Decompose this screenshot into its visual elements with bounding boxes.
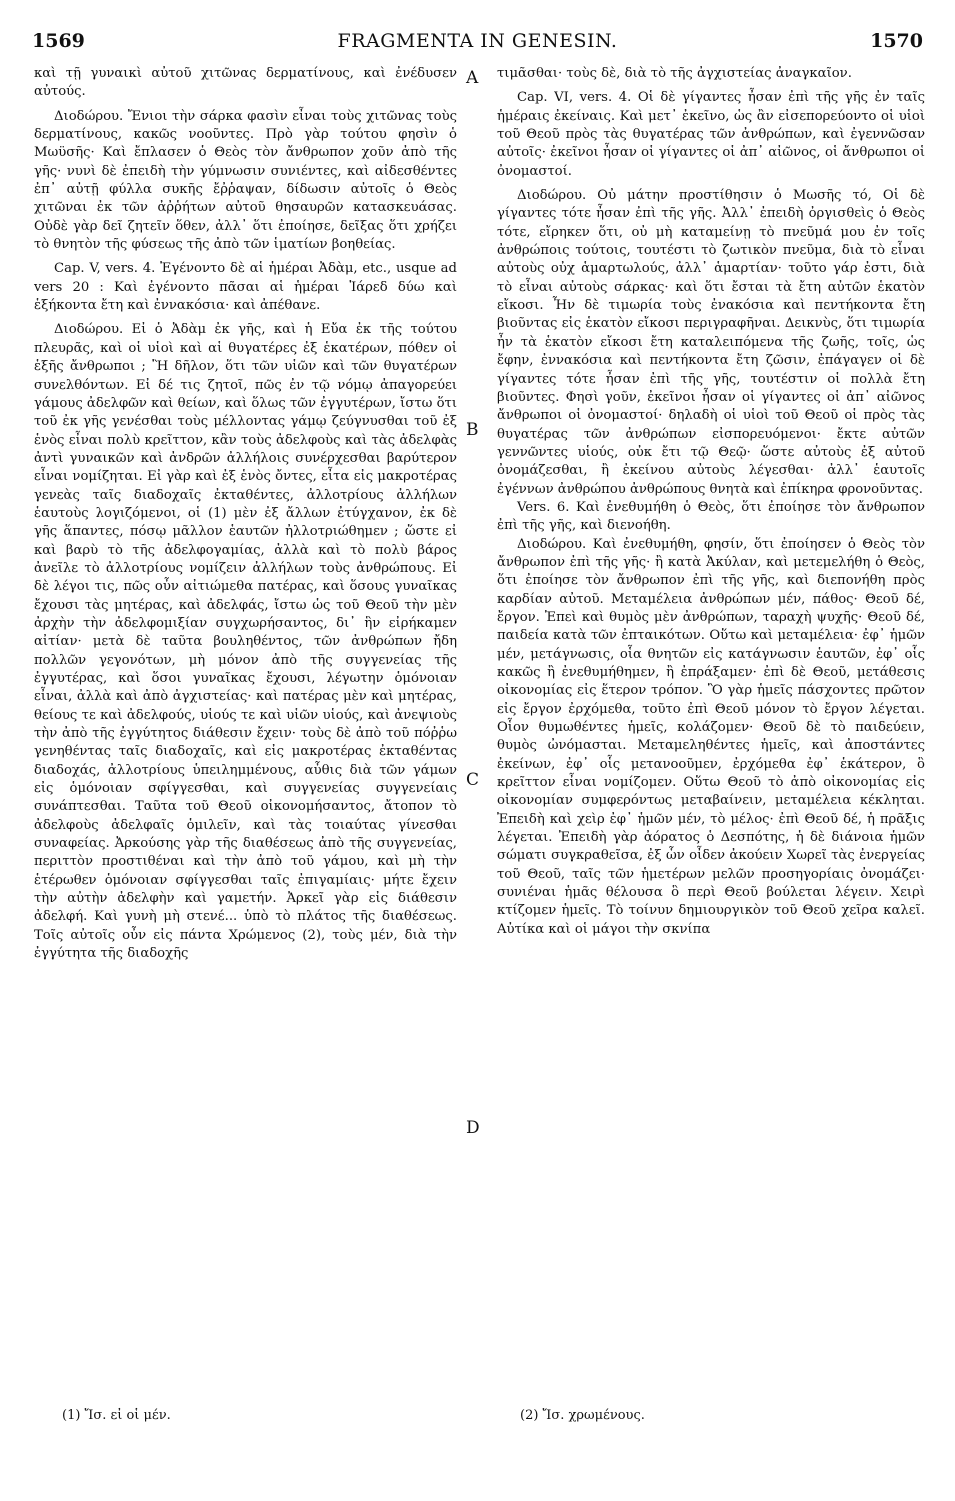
right-column bbox=[497, 65, 925, 939]
margin-marker-d: D bbox=[466, 1118, 480, 1138]
margin-marker-c: C bbox=[466, 770, 480, 790]
footnote-2: (2) Ἴσ. χρωμένους. bbox=[520, 1408, 645, 1423]
right-page-number: 1570 bbox=[870, 30, 923, 52]
chapter-heading-paragraph: Cap. VI, vers. 4. Οἱ δὲ γίγαντες ἦσαν ἐπὶ τῆς γῆς ἐν ταῖς ἡμέραις ἐκείναις. Καὶ μετ᾽ ἐκεῖνο, ὡς ἂν εἰσεπορεύοντο οἱ υἱοὶ τοῦ Θεοῦ πρὸς τὰς θυγατέρας τῶν ἀνθρώπων, καὶ ἐγεννῶσαν αὐτοῖς· ἐκεῖνοι ἦσαν οἱ γίγαντες οἱ ἀπ᾽ αἰῶνος, οἱ ἄνθρωποι οἱ ὀνομαστοί. bbox=[497, 90, 925, 179]
running-header bbox=[32, 30, 923, 60]
paragraph: Διοδώρου. Ἔνιοι τὴν σάρκα φασὶν εἶναι τοὺς χιτῶνας τοὺς δερματίνους, κακῶς νοοῦντες. Πρὸ γὰρ τούτου φησὶν ὁ Μωϋσῆς· Καὶ ἔπλασεν ὁ Θεὸς τὸν ἄνθρωπον χοῦν ἀπὸ τῆς γῆς· νυνὶ δὲ ἐπειδὴ τὴν γύμνωσιν συνιέντες, καὶ αἰδεσθέντες ἐπ᾽ αὐτῇ φύλλα συκῆς ἔῤῥαψαν, δίδωσιν αὐτοῖς ὁ Θεὸς χιτῶναι ἐκ τῶν ἀῤῥήτων αὐτοῦ θησαυρῶν κατασκευάσας. Οὐδὲ γὰρ δεῖ ζητεῖν ὅθεν, ἀλλ᾽ ὅτι ἐποίησε, δεῖξας ὅτι χρήζει τὸ θνητὸν τῆς φύσεως τῆς ἀπὸ τῶν ἱματίων βοηθείας. bbox=[34, 108, 457, 253]
paragraph: τιμᾶσθαι· τοὺς δὲ, διὰ τὸ τῆς ἀγχιστείας ἀναγκαῖον. bbox=[497, 66, 852, 81]
margin-marker-a: A bbox=[466, 68, 479, 88]
paragraph: Διοδώρου. Οὐ μάτην προστίθησιν ὁ Μωσῆς τό, Οἱ δὲ γίγαντες τότε ἦσαν ἐπὶ τῆς γῆς. Ἀλλ᾽ ἐπειδὴ ὀργισθεὶς ὁ Θεὸς τότε, εἴρηκεν ὅτι, οὐ μὴ καταμείνῃ τὸ πνεῦμά μου ἐν τοῖς ἀνθρώποις τούτοις, τουτέστι τὸ ζωτικὸν πνεῦμα, διὰ τὸ εἶναι αὐτοὺς οὐχ ἁμαρτωλούς, ἀλλ᾽ ἁμαρτίαν· τοῦτο γάρ ἐστι, διὰ τὸ εἶναι αὐτοὺς σάρκας· καὶ ὅτι ἔσται τὰ ἔτη αὐτῶν ἑκατὸν εἴκοσι. Ἦν δὲ τιμωρία τοὺς ἐνακόσια καὶ πεντήκοντα ἔτη βιοῦντας εἰς ἑκατὸν εἴκοσι περιγραφῆναι. Δεικνὺς, ὅτι τιμωρία ἦν τὰ ἑκατὸν εἴκοσι ἔτη καταλειπόμενα τῆς ζωῆς, τοῖς, ὡς ἔφην, ἐννακόσια καὶ πεντήκοντα ἔτη ζῶσιν, ἐπάγαγεν οἱ δὲ γίγαντες τότε ἦσαν ἐπὶ τῆς γῆς, τουτέστιν οἱ πολλὰ ἔτη βιοῦντες. Φησὶ γοῦν, ἐκεῖνοι ἦσαν οἱ γίγαντες οἱ ἀπ᾽ αἰῶνος ἄνθρωποι οἱ ὀνομαστοί· δηλαδὴ οἱ υἱοὶ τοῦ Θεοῦ οἱ πρὸς τὰς θυγατέρας τῶν ἀνθρώπων εἰσπορευόμενοι· ἔκτε αὐτῶν γεννῶντες υἱούς, οὐκ ἔτι τῷ Θεῷ· ὥστε αὐτοὺς ἐξ αὐτοῦ ὀνομάζεσθαι, ἢ ἐκείνου αὐτοὺς λέγεσθαι· ἀλλ᾽ ἑαυτοῖς ἐγέννων ἀνθρώπου ἀνθρώπους θνητὰ καὶ ἐπίκηρα φρονοῦντας. bbox=[497, 188, 925, 497]
paragraph: Διοδώρου. Εἰ ὁ Ἀδὰμ ἐκ γῆς, καὶ ἡ Εὔα ἐκ τῆς τούτου πλευρᾶς, καὶ οἱ υἱοὶ καὶ αἱ θυγατέρες ἐξ ἑκατέρων, πόθεν οἱ ἑξῆς ἄνθρωποι ; Ἢ δῆλον, ὅτι τῶν υἱῶν καὶ τῶν θυγατέρων συνελθόντων. Εἰ δέ τις ζητοῖ, πῶς ἐν τῷ νόμῳ ἀπαγορεύει γάμους ἀδελφῶν καὶ θείων, καὶ ὅλως τῶν ἐγγυτέρων, ἴστω ὅτι τοῦ ἐκ γῆς γενέσθαι τοὺς μέλλοντας γάμῳ ζεύγνυσθαι τοῦ ἐξ ἑνὸς εἶναι πολὺ κρεῖττον, κἂν τοὺς ἀδελφοὺς καὶ τὰς ἀδελφὰς ἀντὶ γυναικῶν καὶ ἀνδρῶν ἀλλήλοις συνέρχεσθαι βαρύτερον εἶναι νομίζηται. Εἰ γὰρ καὶ ἐξ ἑνὸς ὄντες, εἶτα εἰς μακροτέρας γενεὰς ταῖς διαδοχαῖς ἐκταθέντες, ἀλλοτρίους ἀλλήλων ἑαυτοὺς λογιζόμενοι, οἱ (1) μὲν ἐξ ἄλλων ἐτύγχανον, ἐκ δὲ γῆς ἅπαντες, πόσῳ μᾶλλον ἑαυτῶν ἠλλοτριώθημεν ; ὥστε εἰ καὶ βαρὺ τὸ τῆς ἀδελφογαμίας, ἀλλὰ καὶ τὸ πολὺ βάρος ἀνεῖλε τὸ ἀλλοτρίους νομίζειν ἀλλήλων τοὺς ἀνθρώπους. Εἰ δὲ λέγοι τις, πῶς οὖν αἰτιώμεθα πατέρας, καὶ ὅσους γυναῖκας ἔχουσι τὰς μητέρας, καὶ ἀδελφάς, ἴστω ὡς τοῦ Θεοῦ τὴν μὲν ἀρχὴν τὴν ἀδελφομιξίαν συγχωρήσαντος, δι᾽ ἣν εἰρήκαμεν αἰτίαν· μετὰ δὲ ταῦτα βουληθέντος, τῶν ἀνθρώπων ἤδη πολλῶν γεγονότων, μὴ μόνον ἀπὸ τῆς συγγενείας τῆς ἐγγυτέρας, καὶ ὅσοι γυναῖκας ἔχουσι, λέγωτην ὁμόνοιαν εἶναι, ἀλλὰ καὶ ἀπὸ ἀγχιστείας· καὶ πατέρας μὲν καὶ μητέρας, θείους τε καὶ ἀδελφούς, υἱούς τε καὶ υἱῶν υἱούς, καὶ ἀνεψιοὺς τὴν ἀπὸ τῆς ἐγγύτητος διάθεσιν ἔχειν· τοὺς δὲ ἀπὸ τοῦ πόῤῥω γενηθέντας ταῖς διαδοχαῖς, καὶ εἰς μακροτέρας ἐκταθέντας διαδοχάς, ἀλλοτρίους ὑπειλημμένους, αὖθις διὰ τῶν γάμων εἰς ὁμόνοιαν σφίγγεσθαι, καὶ συγγενείας συγγενείαις συνάπτεσθαι. Ταῦτα τοῦ Θεοῦ οἰκονομήσαντος, ἄτοπον τὸ ἀδελφοὺς ἀδελφαῖς ὁμιλεῖν, καὶ τὰς τοιαύτας γίνεσθαι συναφείας. Ἀρκούσης γὰρ τῆς διαθέσεως ἀπὸ τῆς συγγενείας, περιττὸν προστιθέναι καὶ τὴν ἀπὸ τοῦ γάμου, καὶ μὴ τὴν ἑτέρωθεν ὁμόνοιαν σφίγγεσθαι ταῖς ἐπιγαμίαις· μήτε ἔχειν τὴν αὐτὴν ἀδελφὴν καὶ γαμετήν. Ἀρκεῖ γὰρ εἰς διάθεσιν ἀδελφή. Καὶ γυνὴ μὴ στενέ... ὑπὸ τὸ πλάτος τῆς διαθέσεως. Τοῖς αὐτοῖς οὖν εἰς πάντα Χρώμενος (2), τοὺς μέν, διὰ τὴν ἐγγύτητα τῆς διαδοχῆς bbox=[34, 322, 457, 962]
verse-heading-paragraph: Vers. 6. Καὶ ἐνεθυμήθη ὁ Θεὸς, ὅτι ἐποίησε τὸν ἄνθρωπον ἐπὶ τῆς γῆς, καὶ διενοήθη. bbox=[497, 499, 925, 534]
chapter-heading-paragraph: Cap. V, vers. 4. Ἐγένοντο δὲ αἱ ἡμέραι Ἀδὰμ, etc., usque ad vers 20 : Καὶ ἐγένοντο πᾶσαι αἱ ἡμέραι Ἰάρεδ δύω καὶ ἑξήκοντα ἔτη καὶ ἐννακόσια· καὶ ἀπέθανε. bbox=[34, 261, 457, 314]
paragraph: καὶ τῇ γυναικὶ αὐτοῦ χιτῶνας δερματίνους, καὶ ἐνέδυσεν αὐτούς. bbox=[34, 66, 457, 100]
margin-marker-b: B bbox=[466, 420, 479, 440]
running-title: FRAGMENTA IN GENESIN. bbox=[337, 30, 618, 52]
footnote-1: (1) Ἴσ. εἰ οἱ μέν. bbox=[62, 1408, 171, 1423]
left-page-number: 1569 bbox=[32, 30, 85, 52]
paragraph: Διοδώρου. Καὶ ἐνεθυμήθη, φησίν, ὅτι ἐποίησεν ὁ Θεὸς τὸν ἄνθρωπον ἐπὶ τῆς γῆς· ἢ κατὰ Ἀκύλαν, καὶ μετεμελήθη ὁ Θεὸς, ὅτι ἐποίησε τὸν ἄνθρωπον ἐπὶ τῆς γῆς, καὶ διεπονήθη πρὸς καρδίαν αὐτοῦ. Μεταμέλεια ἀνθρώπων μέν, πάθος· Θεοῦ δέ, ἔργον. Ἐπεὶ καὶ θυμὸς μὲν ἀνθρώπων, ταραχὴ ψυχῆς· Θεοῦ δέ, παιδεία κατὰ τῶν ἐπταικότων. Οὕτω καὶ μεταμέλεια· ἐφ᾽ ἡμῶν μέν, μετάγνωσις, οἷα θνητῶν εἰς κατάγνωσιν ἑαυτῶν, ἐφ᾽ οἷς κακῶς ἢ ἐνεθυμήθημεν, ἢ ἐπράξαμεν· ἐπὶ δὲ Θεοῦ, μετάθεσις οἰκονομίας εἰς ἕτερον τρόπον. Ὃ γὰρ ἡμεῖς πάσχοντες πρῶτον εἰς ἔργον ἐρχόμεθα, τοῦτο ἐπὶ Θεοῦ μόνον τὸ ἔργον λέγεται. Οἷον θυμωθέντες ἡμεῖς, κολάζομεν· Θεοῦ δὲ τὸ παιδεύειν, θυμὸς ὠνόμασται. Μεταμεληθέντες ἡμεῖς, καὶ ἀποστάντες ἐκείνων, ἐφ᾽ οἷς μετανοοῦμεν, ἐρχόμεθα ἐφ᾽ ἑκάτερον, ὃ κρεῖττον εἶναι νομίζομεν. Οὕτω Θεοῦ τὸ ἀπὸ οἰκονομίας εἰς οἰκονομίαν συμφερόντως μεταβαίνειν, μεταμέλεια κέκληται. Ἐπειδὴ καὶ χεὶρ ἐφ᾽ ἡμῶν μέν, τὸ μέλος· ἐπὶ Θεοῦ δέ, ἡ πρᾶξις λέγεται. Ἐπειδὴ γὰρ ἀόρατος ὁ Δεσπότης, ἡ δὲ διάνοια ἡμῶν σώματι συγκραθεῖσα, ἐξ ὧν οἶδεν ἀκούειν Χωρεῖ τὰς ἐνεργείας τοῦ Θεοῦ, ταῖς τῶν ἡμετέρων μελῶν προσηγορίαις ὀνομάζει· συνιέναι ἡμᾶς θέλουσα ὃ περὶ Θεοῦ βούλεται λέγειν. Χειρὶ κτίζομεν ἡμεῖς. Τὸ τοίνυν δημιουργικὸν τοῦ Θεοῦ χεῖρα καλεῖ. Αὐτίκα καὶ οἱ μάγοι τὴν σκνίπα bbox=[497, 536, 925, 937]
left-column bbox=[34, 65, 457, 964]
